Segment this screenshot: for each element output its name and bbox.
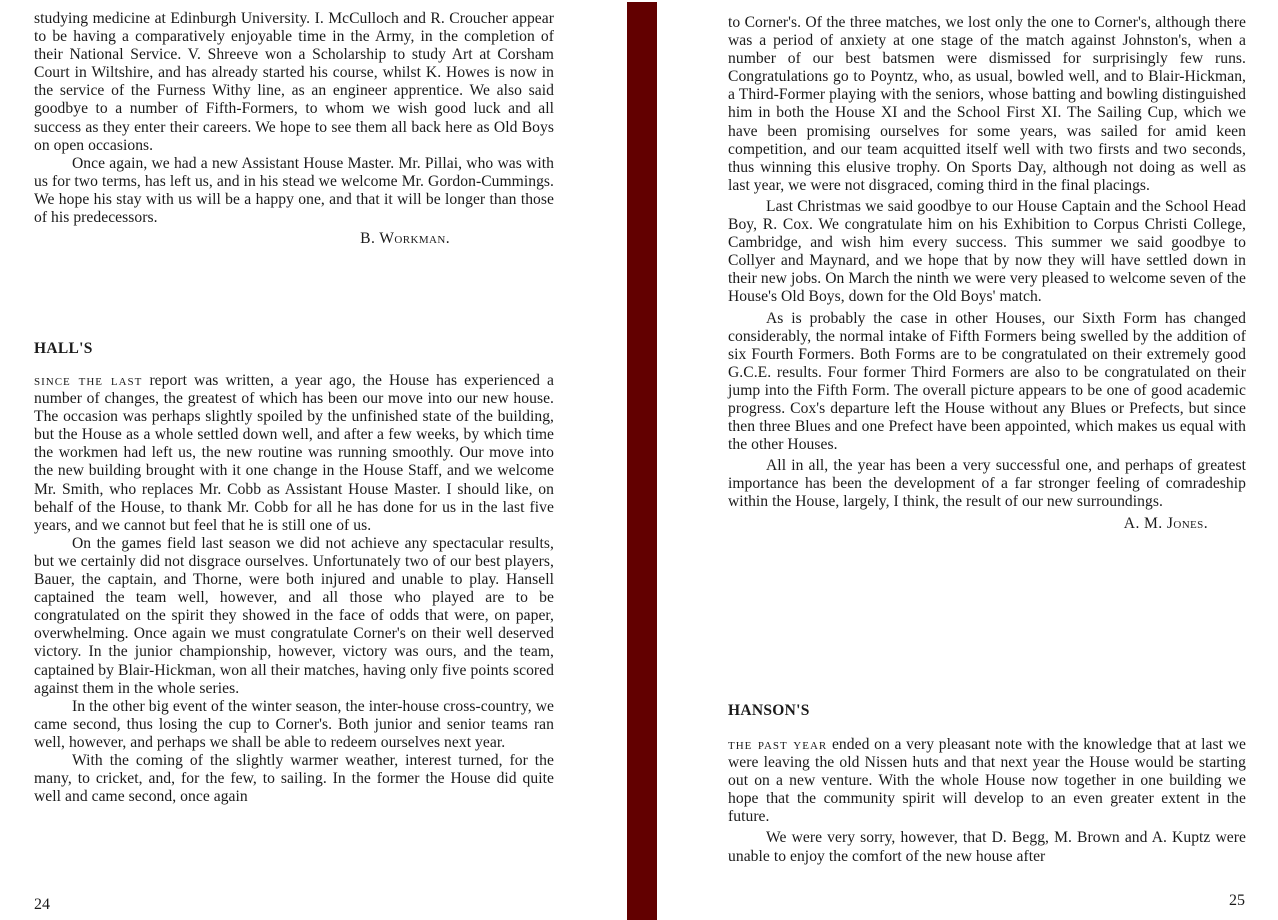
hansons-body	[728, 736, 1246, 866]
paragraph: studying medicine at Edinburgh University. I. McCulloch and R. Croucher appear to be having a comparatively enjoyable time in the Army, in the completion of their National Service. V. Shreeve won a Scholarship to study Art at Corsham Court in Wiltshire, and has already started his course, whilst K. Howes is now in the service of the Furness Withy line, as an engineer apprentice. We also said goodbye to a number of Fifth-Formers, to whom we wish good luck and all success as they enter their careers. We hope to see them all back here as Old Boys on open occasions.	[34, 10, 554, 154]
paragraph: All in all, the year has been a very successful one, and perhaps of greatest importance has been the development of a far stronger feeling of comradeship within the House, largely, I think, the result of our new surroundings.	[728, 457, 1246, 511]
left-page-top-text	[34, 10, 554, 248]
paragraph: In the other big event of the winter season, the inter-house cross-country, we came second, thus losing the cup to Corner's. Both junior and senior teams ran well, however, and perhaps we shall be able to redeem ourselves next year.	[34, 697, 554, 751]
hansons-section	[728, 702, 1246, 720]
page-number: 24	[34, 896, 50, 913]
paragraph-text: report was written, a year ago, the House has experienced a number of changes, the greatest of which has been our move into our new house. The occasion was perhaps slightly spoiled by the unfinished state of the building, but the House as a whole settled down well, and after a few weeks, by which time the workmen had left us, the new routine was running smoothly. Our move into the new building brought with it one change in the House Staff, and we welcome Mr. Smith, who replaces Mr. Cobb as Assistant House Master. I should like, on behalf of the House, to thank Mr. Cobb for all he has done for us in the last five years, and we cannot but feel that he is still one of us.	[34, 372, 555, 534]
lead-in: the past year	[728, 737, 828, 753]
paragraph: With the coming of the slightly warmer weather, interest turned, for the many, to cricket, and, for the few, to sailing. In the former the House did quite well and came second, once again	[34, 751, 554, 806]
paragraph: We were very sorry, however, that D. Begg, M. Brown and A. Kuptz were unable to enjoy the comfort of the new house after	[728, 829, 1246, 865]
section-heading: HALL'S	[34, 340, 93, 357]
left-page	[0, 0, 627, 920]
paragraph: to Corner's. Of the three matches, we lost only the one to Corner's, although there was a period of anxiety at one stage of the match against Johnston's, when a number of our best batsmen were dismissed for surprisingly few runs. Congratulations go to Poyntz, who, as usual, bowled well, and to Blair-Hickman, a Third-Former playing with the seniors, whose batting and bowling distinguished him in both the House XI and the School First XI. The Sailing Cup, which we have been promising ourselves for some years, was sailed for amid keen competition, and our team acquitted itself well with two firsts and two seconds, thus winning this elusive trophy. On Sports Day, although not doing as well as last year, we were not disgraced, coming third in the final placings.	[728, 14, 1246, 194]
paragraph: On the games field last season we did not achieve any spectacular results, but we certainly did not disgrace ourselves. Unfortunately two of our best players, Bauer, the captain, and Thorne, were both injured and unable to play. Hansell captained the team well, however, and all those who played are to be congratulated on the spirit they showed in the face of odds that were, on paper, overwhelming. Once again we must congratulate Corner's on their well deserved victory. In the junior championship, however, victory was ours, and the team, captained by Blair-Hickman, won all their matches, having only five points scored against them in the whole series.	[34, 534, 554, 697]
section-heading: HANSON'S	[728, 702, 810, 719]
page-number: 25	[1229, 892, 1245, 909]
halls-body	[34, 372, 554, 806]
halls-section	[34, 340, 554, 358]
paragraph: Last Christmas we said goodbye to our House Captain and the School Head Boy, R. Cox. We congratulate him on his Exhibition to Corpus Christi College, Cambridge, and wish him every success. This summer we said goodbye to Collyer and Maynard, and we hope that by now they will have settled down in their new jobs. On March the ninth we were very pleased to welcome seven of the House's Old Boys, down for the Old Boys' match.	[728, 197, 1246, 306]
paragraph	[34, 372, 554, 535]
signature: A. M. Jones.	[1123, 514, 1208, 532]
signature: B. Workman.	[360, 230, 450, 248]
paragraph-text: ended on a very pleasant note with the knowledge that at last we were leaving the old Nissen huts and that next year the House would be starting out on a new venture. With the whole House now together in one building we hope that the community spirit will develop to an even greater extent in the future.	[728, 736, 1247, 826]
right-page-top-text	[728, 14, 1246, 533]
paragraph: As is probably the case in other Houses, our Sixth Form has changed considerably, the normal intake of Fifth Formers being swelled by the addition of six Fourth Formers. Both Forms are to be congratulated on their extremely good G.C.E. results. Four former Third Formers are also to be congratulated on their jump into the Fifth Form. The overall picture appears to be one of good academic progress. Cox's departure left the House without any Blues or Prefects, but since then three Blues and one Prefect have been appointed, which makes us equal with the other Houses.	[728, 309, 1246, 454]
book-spine	[627, 2, 657, 920]
lead-in: since the last	[34, 373, 143, 389]
right-page	[657, 0, 1278, 920]
paragraph: Once again, we had a new Assistant House Master. Mr. Pillai, who was with us for two terms, has left us, and in his stead we welcome Mr. Gordon-Cummings. We hope his stay with us will be a happy one, and that it will be longer than those of his predecessors.	[34, 154, 554, 227]
paragraph	[728, 736, 1246, 826]
